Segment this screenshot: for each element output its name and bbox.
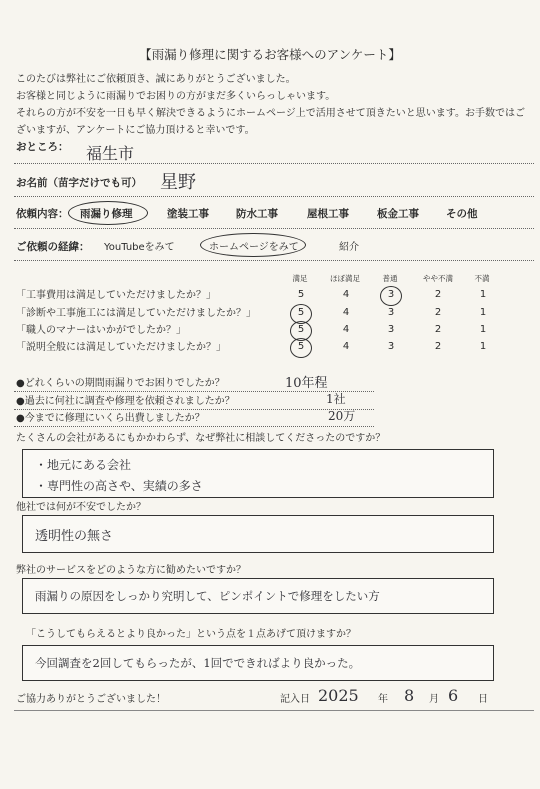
name-label: お名前（苗字だけでも可） — [16, 177, 142, 189]
reason-question: たくさんの会社があるにもかかわらず、なぜ弊社に相談してくださったのですか？ — [16, 433, 386, 444]
name-underline — [14, 196, 534, 197]
fact-companies-underline — [14, 409, 374, 410]
intro-line-4: ざいますが、アンケートにご協力頂けると幸いです。 — [16, 125, 255, 136]
rating-option-3-2[interactable]: 2 — [434, 324, 442, 335]
request-option-tosou[interactable]: 塗装工事 — [167, 208, 209, 220]
request-label: 依頼内容： — [16, 208, 69, 220]
source-option-youtube[interactable]: YouTubeをみて — [104, 242, 175, 253]
rating-option-4-3[interactable]: 3 — [387, 341, 395, 352]
improve-question: 「こうしてもらえるとより良かった」という点を１点あげて頂けますか？ — [26, 629, 356, 640]
fact-period-question: ●どれくらいの期間雨漏りでお困りでしたか？ — [16, 378, 225, 389]
recommend-answer-box[interactable] — [22, 578, 494, 614]
reason-answer-2: ・専門性の高さや、実績の多さ — [35, 479, 203, 493]
fact-companies-answer[interactable]: 1社 — [326, 392, 346, 406]
rating-option-1-5[interactable]: 5 — [297, 289, 305, 300]
date-label: 記入日 — [280, 694, 310, 705]
survey-title: 【雨漏り修理に関するお客様へのアンケート】 — [139, 47, 401, 62]
rating-option-4-1[interactable]: 1 — [479, 341, 487, 352]
improve-answer-box[interactable] — [22, 645, 494, 681]
fact-period-underline — [14, 391, 374, 392]
request-option-yane[interactable]: 屋根工事 — [307, 208, 349, 220]
date-year[interactable]: 2025 — [318, 686, 359, 705]
rating-option-2-3[interactable]: 3 — [387, 307, 395, 318]
rating-question-2: 「診断や工事施工には満足していただけましたか？」 — [16, 308, 256, 319]
date-year-unit: 年 — [378, 694, 388, 705]
rating-option-1-3[interactable]: 3 — [387, 289, 395, 300]
rating-option-2-5[interactable]: 5 — [297, 307, 305, 318]
worry-question: 他社では何が不安でしたか？ — [16, 502, 146, 513]
rating-option-2-2[interactable]: 2 — [434, 307, 442, 318]
source-label: ご依頼の経緯： — [16, 241, 90, 253]
address-label: おところ： — [16, 141, 69, 153]
rating-header-5: 満足 — [292, 274, 308, 283]
reason-answer-1: ・地元にある会社 — [35, 458, 132, 472]
rating-option-4-5[interactable]: 5 — [297, 341, 305, 352]
request-option-amamori[interactable]: 雨漏り修理 — [80, 208, 133, 220]
source-underline — [14, 260, 534, 261]
request-underline — [14, 228, 534, 229]
rating-question-3: 「職人のマナーはいかがでしたか？」 — [16, 325, 186, 336]
fact-cost-question: ●今までに修理にいくら出費しましたか？ — [16, 413, 205, 424]
rating-option-3-3[interactable]: 3 — [387, 324, 395, 335]
rating-question-1: 「工事費用は満足していただけましたか？」 — [16, 290, 216, 301]
date-month-unit: 月 — [429, 694, 439, 705]
rating-option-4-2[interactable]: 2 — [434, 341, 442, 352]
recommend-question: 弊社のサービスをどのような方に勧めたいですか？ — [16, 565, 246, 576]
fact-period-answer[interactable]: 10年程 — [285, 376, 328, 391]
worry-answer-box[interactable] — [22, 515, 494, 553]
intro-line-1: このたびは弊社にご依頼頂き、誠にありがとうございました。 — [16, 74, 296, 85]
reason-answer-box[interactable] — [22, 449, 494, 498]
rating-option-4-4[interactable]: 4 — [342, 341, 350, 352]
rating-option-1-4[interactable]: 4 — [342, 289, 350, 300]
address-underline — [14, 163, 534, 164]
request-option-bankin[interactable]: 板金工事 — [377, 208, 419, 220]
date-month[interactable]: 8 — [404, 686, 415, 705]
request-option-bousui[interactable]: 防水工事 — [236, 208, 278, 220]
date-day[interactable]: 6 — [448, 686, 459, 705]
rating-selected-circle-1 — [380, 286, 402, 306]
improve-answer: 今回調査を2回してもらったが、1回でできればより良かった。 — [35, 656, 361, 670]
rating-option-2-1[interactable]: 1 — [479, 307, 487, 318]
rating-option-1-1[interactable]: 1 — [479, 289, 487, 300]
fact-cost-answer[interactable]: 20万 — [328, 409, 356, 423]
rating-header-1: 不満 — [474, 274, 490, 283]
date-day-unit: 日 — [478, 694, 488, 705]
rating-question-4: 「説明全般には満足していただけましたか？」 — [16, 342, 226, 353]
fact-companies-question: ●過去に何社に調査や修理を依頼されましたか？ — [16, 396, 235, 407]
rating-option-2-4[interactable]: 4 — [342, 307, 350, 318]
rating-header-3: 普通 — [382, 274, 398, 283]
intro-line-2: お客様と同じように雨漏りでお困りの方がまだ多くいらっしゃいます。 — [16, 91, 336, 102]
rating-option-3-1[interactable]: 1 — [479, 324, 487, 335]
thanks-text: ご協力ありがとうございました！ — [16, 694, 166, 705]
footer-line — [14, 710, 534, 711]
rating-option-3-4[interactable]: 4 — [342, 324, 350, 335]
intro-line-3: それらの方が不安を一日も早く解決できるようにホームページ上で活用させて頂きたいと思います。お手数ではご — [16, 108, 525, 119]
rating-option-3-5[interactable]: 5 — [297, 324, 305, 335]
source-option-homepage[interactable]: ホームページをみて — [209, 242, 299, 253]
rating-option-1-2[interactable]: 2 — [434, 289, 442, 300]
rating-header-4: ほぼ満足 — [330, 274, 360, 283]
recommend-answer: 雨漏りの原因をしっかり究明して、ピンポイントで修理をしたい方 — [35, 589, 380, 603]
rating-selected-circle-4 — [290, 338, 312, 358]
request-option-other[interactable]: その他 — [446, 208, 478, 220]
worry-answer: 透明性の無さ — [35, 529, 114, 544]
rating-header-2: やや不満 — [423, 274, 453, 283]
fact-cost-underline — [14, 426, 374, 427]
address-value[interactable]: 福生市 — [86, 144, 135, 163]
name-value[interactable]: 星野 — [160, 172, 196, 193]
source-option-referral[interactable]: 紹介 — [339, 242, 359, 253]
